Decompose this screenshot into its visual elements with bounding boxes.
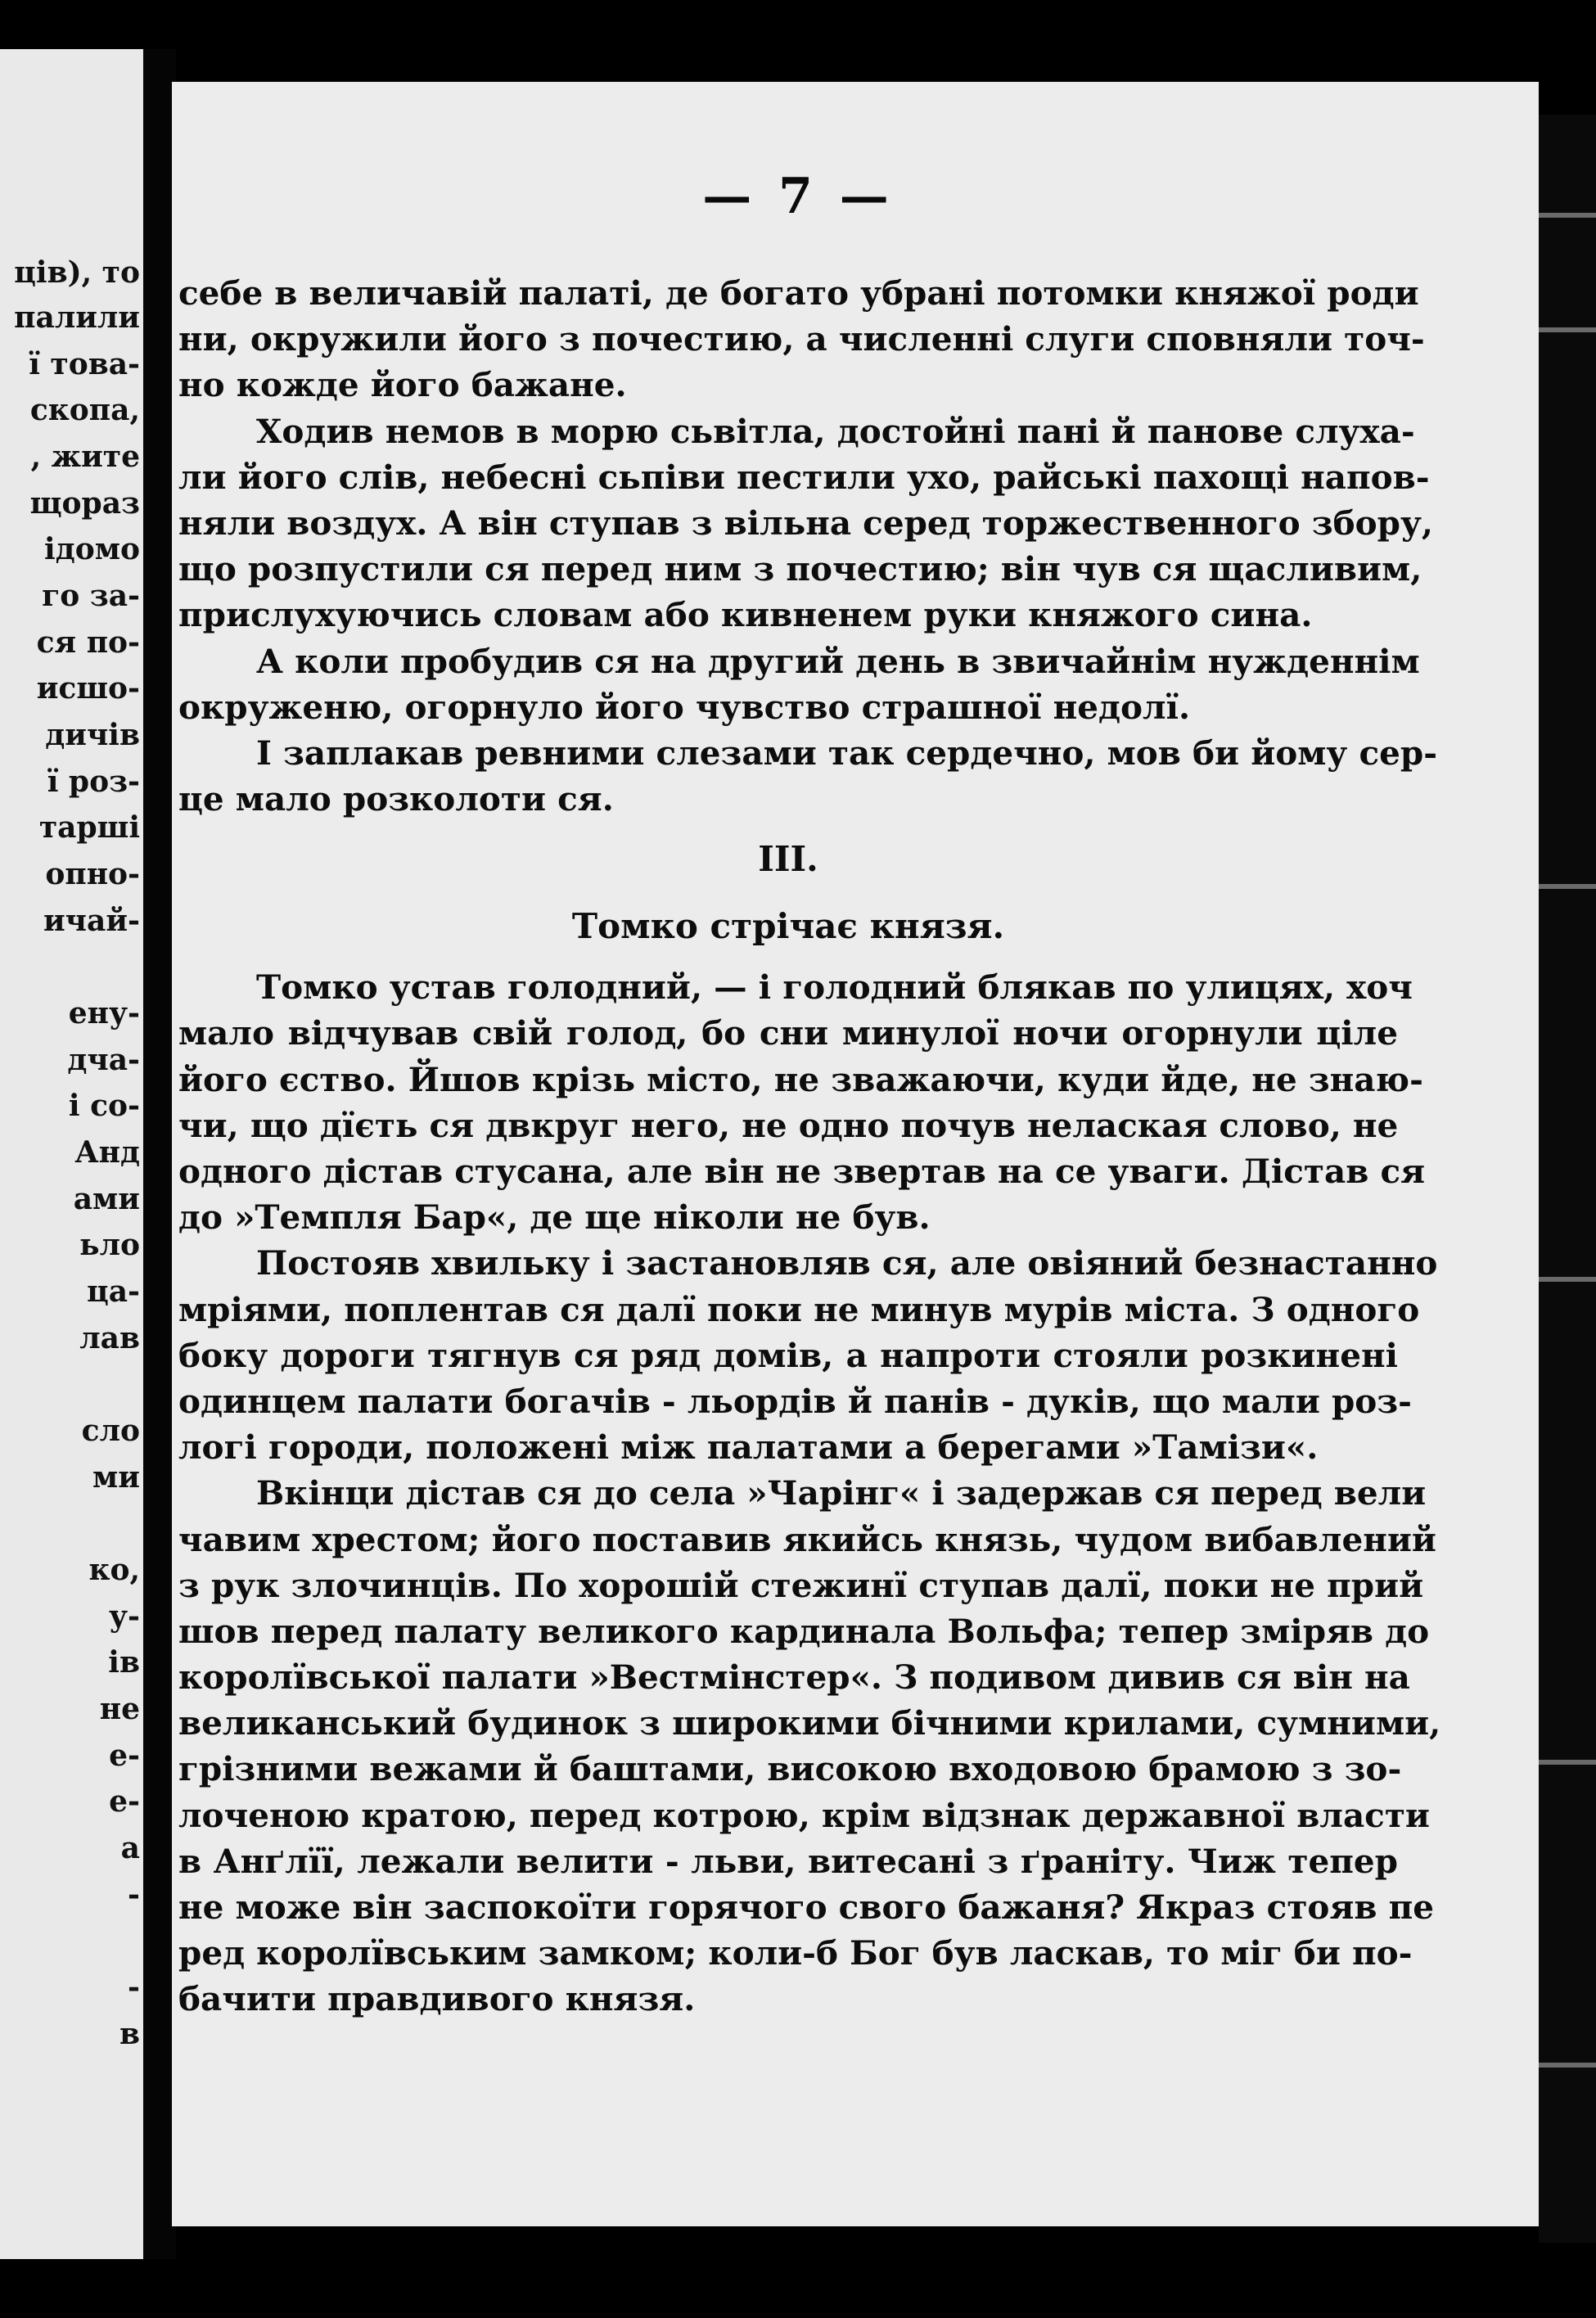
- previous-page-text-fragment: ї това-: [29, 347, 140, 381]
- previous-page-text-fragment: у-: [109, 1599, 140, 1634]
- paragraph-6: [178, 1240, 1438, 1470]
- text-line: одинцем палати богачів - льордів й панів - дуків, що мали роз-: [178, 1381, 1412, 1421]
- text-line: Ходив немов в морю сьвітла, достойні пані й панове слуха-: [256, 411, 1415, 451]
- previous-page-text-fragment: -: [128, 1970, 140, 2005]
- previous-page-text-fragment: ів: [108, 1645, 140, 1680]
- text-line: мріями, поплентав ся далї поки не минув мурів міста. З одного: [178, 1289, 1420, 1329]
- text-line: Вкінци дістав ся до села »Чарінг« і задержав ся перед вели: [256, 1473, 1427, 1513]
- previous-page-text-fragment: скопа,: [29, 393, 140, 427]
- previous-page-text-fragment: в: [119, 2017, 140, 2051]
- page-number: — 7 —: [702, 168, 894, 225]
- text-line: чи, що дїєть ся двкруг него, не одно почув нелаская слово, не: [178, 1105, 1399, 1145]
- paragraph-1: [178, 270, 1425, 408]
- text-line: великанський будинок з широкими бічними крилами, сумними,: [178, 1703, 1441, 1743]
- text-line: Томко устав голодний, — і голодний блякав по улицях, хоч: [256, 967, 1413, 1008]
- paragraph-5: [178, 964, 1426, 1240]
- text-line: бачити правдивого князя.: [178, 1979, 696, 2019]
- previous-page-text-fragment: ідомо: [44, 532, 140, 566]
- text-line: одного дістав стусана, але він не звертав на се уваги. Дістав ся: [178, 1152, 1426, 1191]
- previous-page-text-fragment: ичай-: [43, 904, 140, 938]
- text-line: А коли пробудив ся на другий день в звичайнім нужденнім: [256, 641, 1420, 681]
- previous-page-text-fragment: сло: [81, 1414, 140, 1448]
- text-line: це мало розколоти ся.: [178, 779, 614, 819]
- previous-page-text-fragment: го за-: [42, 579, 140, 613]
- paragraph-4: [178, 730, 1438, 822]
- text-line: себе в величавій палаті, де богато убрані потомки княжої роди: [178, 273, 1419, 313]
- previous-page-text-fragment: ся по-: [36, 625, 140, 660]
- previous-page-text-fragment: ену-: [68, 996, 140, 1030]
- text-line: до »Темпля Бар«, де ще ніколи не був.: [178, 1197, 931, 1238]
- previous-page-text-fragment: ї роз-: [47, 764, 140, 799]
- text-line: лоченою кратою, перед котрою, крім відзнак державної власти: [178, 1795, 1430, 1835]
- previous-page-text-fragment: а: [120, 1831, 140, 1865]
- previous-page-text-fragment: ами: [73, 1182, 140, 1216]
- text-line: не може він заспокоїти горячого свого бажаня? Якраз стояв пе: [178, 1887, 1435, 1927]
- previous-page-text-fragment: ца-: [87, 1274, 140, 1309]
- previous-page-text-fragment: исшо-: [36, 671, 140, 706]
- text-line: но кожде його бажане.: [178, 365, 627, 405]
- previous-page-text-fragment: ми: [92, 1460, 140, 1495]
- previous-page-text-fragment: і со-: [68, 1089, 140, 1123]
- paragraph-3: [178, 638, 1420, 730]
- text-line: боку дороги тягнув ся ряд домів, а напроти стояли розкинені: [178, 1335, 1398, 1375]
- text-line: королївської палати »Вестмінстер«. З подивом дивив ся він на: [178, 1657, 1410, 1698]
- previous-page-text-fragment: не: [99, 1692, 140, 1726]
- text-line: ред королївським замком; коли-б Бог був ласкав, то міг би по-: [178, 1933, 1413, 1973]
- text-line: мало відчував свій голод, бо сни минулої ночи огорнули ціле: [178, 1013, 1398, 1053]
- previous-page-text-fragment: ьло: [79, 1228, 140, 1262]
- previous-page-text-fragment: -: [128, 1878, 140, 1912]
- previous-page-text-fragment: ців), то: [14, 255, 140, 290]
- text-line: прислухуючись словам або кивненем руки княжого сина.: [178, 595, 1313, 635]
- previous-page-text-fragment: Анд: [74, 1135, 140, 1170]
- text-line: ли його слів, небесні сьпіви пестили ухо, райські пахощі напов-: [178, 457, 1430, 497]
- previous-page-text-fragment: опно-: [45, 857, 140, 891]
- previous-page-text-fragment: ко,: [88, 1553, 140, 1587]
- previous-page-text-fragment: е-: [109, 1738, 140, 1773]
- text-line: шов перед палату великого кардинала Вольфа; тепер зміряв до: [178, 1611, 1430, 1651]
- previous-page-text-fragment: , жите: [30, 440, 140, 474]
- text-line: І заплакав ревними слезами так сердечно, мов би йому сер-: [256, 733, 1438, 773]
- previous-page-text-fragment: дичів: [45, 718, 140, 752]
- previous-page-text-fragment: палили: [14, 300, 140, 335]
- previous-page-text-fragment: е-: [109, 1784, 140, 1819]
- paragraph-2: [178, 408, 1433, 638]
- previous-page-text-fragment: лав: [79, 1321, 140, 1355]
- right-page-edge: [1539, 115, 1596, 2243]
- text-line: няли воздух. А він ступав з вільна серед торжественного збору,: [178, 503, 1433, 543]
- chapter-number: III.: [758, 839, 818, 880]
- body-text: [178, 270, 1441, 2023]
- text-line: окруженю, огорнуло його чувство страшної недолї.: [178, 687, 1191, 727]
- text-line: з рук злочинців. По хорошій стежинї ступав далї, поки не прий: [178, 1565, 1424, 1605]
- previous-page-fragment: [0, 49, 143, 2259]
- book-spine-shadow: [143, 49, 176, 2259]
- previous-page-text-fragment: тарші: [38, 810, 140, 845]
- text-line: чавим хрестом; його поставив якийсь князь, чудом вибавлений: [178, 1519, 1436, 1559]
- text-line: в Анґлїї, лежали велити - льви, витесані з ґраніту. Чиж тепер: [178, 1841, 1398, 1881]
- chapter-title: Томко стрічає князя.: [571, 906, 1005, 947]
- text-line: його єство. Йшов крізь місто, не зважаючи, куди йде, не знаю-: [178, 1059, 1423, 1099]
- previous-page-text-fragment: щораз: [29, 486, 140, 521]
- text-line: Постояв хвильку і застановляв ся, але овіяний безнастанно: [256, 1243, 1438, 1283]
- text-line: логі городи, положені між палатами а берегами »Тамізи«.: [178, 1427, 1319, 1468]
- paragraph-7: [178, 1470, 1441, 2022]
- text-line: грізними вежами й баштами, високою входовою брамою з зо-: [178, 1749, 1402, 1789]
- text-line: що розпустили ся перед ним з почестию; він чув ся щасливим,: [178, 549, 1422, 589]
- previous-page-text-fragment: дча-: [67, 1043, 140, 1077]
- text-line: ни, окружили його з почестию, а численні слуги сповняли точ-: [178, 319, 1425, 359]
